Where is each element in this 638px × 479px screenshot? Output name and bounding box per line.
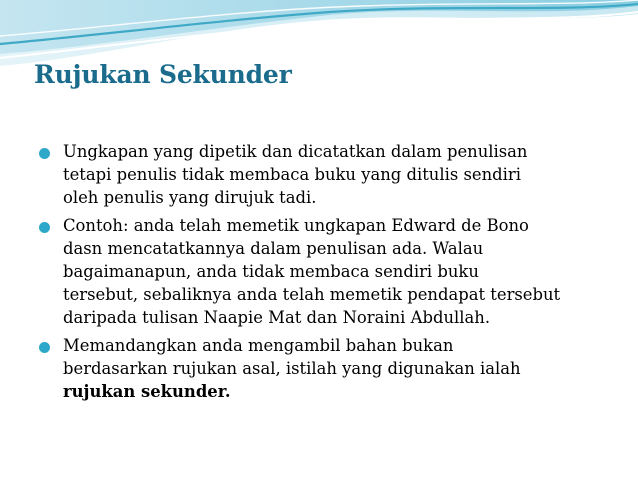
bullet-line: Ungkapan yang dipetik dan dicatatkan dalam penulisan [63, 142, 528, 161]
bullet-dot-icon [39, 222, 50, 233]
bullet-line: berdasarkan rujukan asal, istilah yang digunakan ialah [63, 358, 521, 378]
bullet-item [36, 140, 626, 210]
bullet-dot-icon [39, 342, 50, 353]
bullet-line: daripada tulisan Naapie Mat dan Noraini Abdullah. [63, 308, 491, 328]
bullet-line: dasn mencatatkannya dalam penulisan ada. Walau [63, 238, 484, 258]
bullet-line: Memandangkan anda mengambil bahan bukan [63, 335, 454, 355]
bullet-line: tetapi penulis tidak membaca buku yang ditulis sendiri [63, 165, 521, 185]
bullet-line: Contoh: anda telah memetik ungkapan Edward de Bono [63, 215, 529, 235]
bullet-item [36, 214, 626, 330]
slide-title: Rujukan Sekunder [34, 60, 292, 89]
bullet-item [36, 334, 626, 404]
bullet-line-emphasis: rujukan sekunder. [63, 382, 231, 402]
bullet-line: tersebut, sebaliknya anda telah memetik pendapat tersebut [63, 285, 561, 305]
bullet-line: bagaimanapun, anda tidak membaca sendiri buku [63, 262, 479, 282]
bullet-dot-icon [39, 148, 50, 159]
bullet-list [36, 140, 626, 407]
bullet-line: oleh penulis yang dirujuk tadi. [63, 188, 317, 208]
